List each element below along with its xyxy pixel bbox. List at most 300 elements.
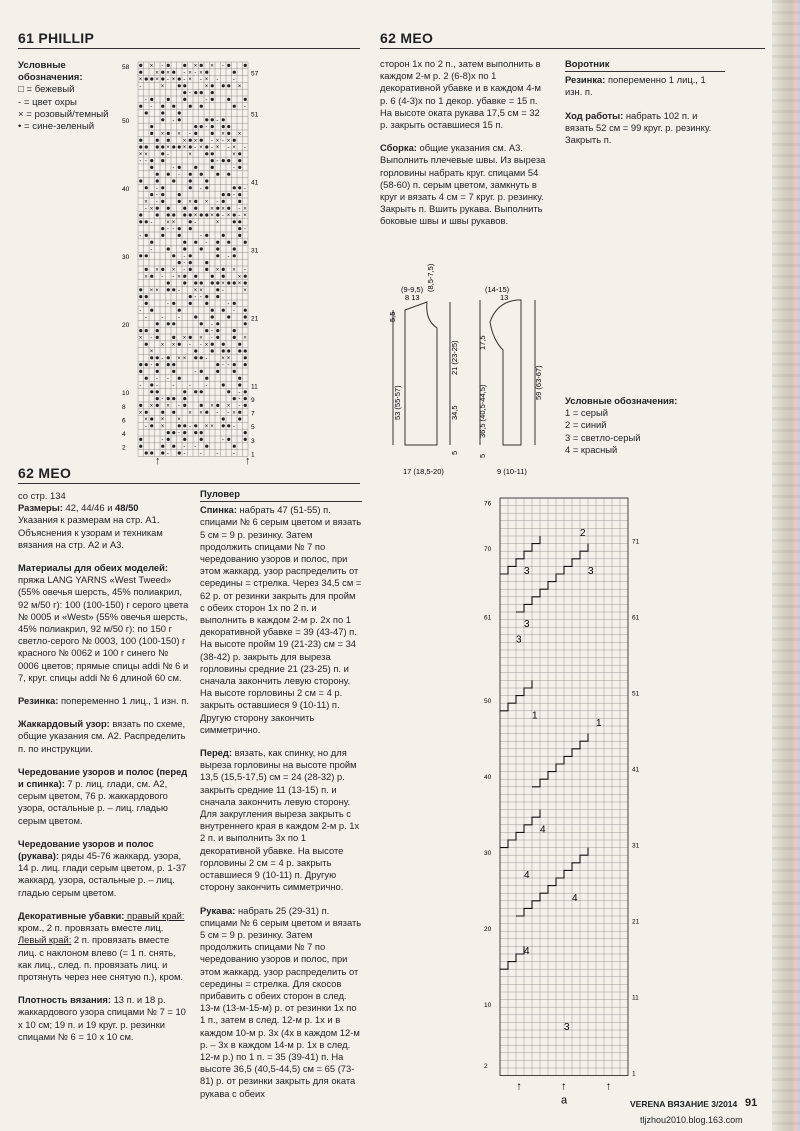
arrow-up-icon: ↑ <box>605 1080 612 1093</box>
svg-text:-: - <box>232 165 235 172</box>
row-label: 31 <box>632 842 640 850</box>
svg-text:×: × <box>144 274 148 281</box>
chart-bottom-label: a <box>561 1094 568 1107</box>
svg-text:×: × <box>199 70 203 77</box>
legend-item: □ = бежевый <box>18 84 75 96</box>
svg-text:-: - <box>150 247 153 253</box>
svg-text:-: - <box>144 423 147 430</box>
top-middle-text <box>380 58 550 239</box>
rezinka-text: попеременно 1 лиц., 1 изн. п. <box>565 74 706 98</box>
legend-item: 1 = серый <box>565 407 608 419</box>
row-label: 71 <box>632 538 640 546</box>
svg-text:×: × <box>232 152 236 158</box>
svg-text:-: - <box>243 145 246 151</box>
dim-label: (8,5-7,5) <box>426 263 435 292</box>
svg-text:-: - <box>166 151 169 158</box>
svg-text:×: × <box>138 410 143 417</box>
svg-text:-: - <box>150 362 153 369</box>
svg-text:×: × <box>177 131 181 138</box>
dec-right: правый край: <box>124 909 185 921</box>
svg-text:-: - <box>155 185 158 192</box>
svg-text:-: - <box>166 77 169 83</box>
svg-text:-: - <box>232 451 235 457</box>
svg-text:-: - <box>205 383 208 389</box>
color-number: 3 <box>588 566 594 577</box>
svg-text:×: × <box>177 274 181 281</box>
svg-text:-: - <box>183 444 186 451</box>
dim-label: 13 <box>500 293 509 302</box>
svg-text:×: × <box>171 342 176 349</box>
dim-label: 5 <box>478 453 487 458</box>
color-number: 4 <box>572 892 578 904</box>
page-edge-scan <box>772 0 800 1131</box>
stripes1-title: Чередование узоров и полос (перед и спинка): <box>18 765 188 790</box>
row-label: 2 <box>122 444 126 452</box>
svg-text:×: × <box>215 138 220 145</box>
svg-text:×: × <box>221 281 225 288</box>
row-label: 8 <box>122 403 126 411</box>
svg-text:×: × <box>226 403 231 410</box>
dim-label: (14-15) <box>485 285 510 294</box>
svg-text:×: × <box>149 63 154 70</box>
svg-text:-: - <box>238 396 241 403</box>
svg-text:-: - <box>139 83 142 90</box>
row-label: 3 <box>251 437 255 445</box>
svg-text:-: - <box>216 158 219 165</box>
svg-text:-: - <box>139 308 142 315</box>
arrow-up-icon: ↑ <box>516 1080 522 1093</box>
materials-title: Материалы для обеих моделей: <box>18 562 169 574</box>
svg-text:-: - <box>155 192 158 199</box>
svg-text:×: × <box>171 77 176 84</box>
color-number: 3 <box>524 566 530 577</box>
svg-text:-: - <box>150 335 153 342</box>
rezinka-title: Резинка: <box>565 74 606 86</box>
svg-text:-: - <box>243 104 246 111</box>
svg-text:-: - <box>210 335 213 342</box>
svg-text:×: × <box>210 63 214 70</box>
svg-text:×: × <box>232 267 236 274</box>
legend-item: 2 = синий <box>565 419 607 431</box>
svg-text:-: - <box>188 342 191 349</box>
svg-text:×: × <box>171 220 176 226</box>
svg-text:×: × <box>193 288 198 294</box>
svg-text:×: × <box>182 138 187 145</box>
svg-text:-: - <box>232 423 235 430</box>
svg-text:-: - <box>144 206 147 213</box>
svg-text:-: - <box>177 287 180 294</box>
color-number: 3 <box>524 619 530 631</box>
arrow-up-icon: ↑ <box>561 1080 567 1093</box>
svg-text:-: - <box>194 70 197 77</box>
svg-text:-: - <box>238 206 241 213</box>
dim-label: (9-9,5) <box>401 285 424 294</box>
svg-text:-: - <box>172 274 175 281</box>
row-label: 9 <box>251 397 255 404</box>
phillip-knitting-chart <box>118 58 268 468</box>
svg-text:-: - <box>227 145 230 151</box>
svg-text:×: × <box>210 424 214 430</box>
dim-label: 17 (18,5-20) <box>403 467 444 476</box>
svg-text:-: - <box>155 199 158 206</box>
jacquard-text: вязать по схеме, общие указания см. А2. Распределить п. по инструкции. <box>18 718 186 754</box>
jacquard-title: Жаккардовый узор: <box>18 718 110 730</box>
svg-text:-: - <box>238 389 241 396</box>
phillip-legend <box>18 60 128 133</box>
arrow-up-icon: ↑ <box>155 455 161 467</box>
svg-text:×: × <box>204 199 209 206</box>
svg-text:×: × <box>177 356 181 362</box>
svg-text:×: × <box>155 70 159 77</box>
svg-text:×: × <box>199 288 203 294</box>
arrow-up-icon: ↑ <box>245 455 251 467</box>
svg-text:-: - <box>161 274 164 281</box>
svg-text:×: × <box>204 84 209 90</box>
svg-text:×: × <box>193 213 198 220</box>
svg-text:-: - <box>221 63 224 70</box>
svg-text:×: × <box>149 206 154 213</box>
svg-text:×: × <box>215 267 220 274</box>
sleeve-text: набрать 25 (29-31) п. спицами № 6 серым цветом и вязать 5 см = 9 р. резинку. Затем продолжить спицами № 7 по чередованию узоров и полос, при этом жаккард. узор распределить от середины = стрелка. Для скосов прибавить с обеих сторон в след. 13-м (13-м-15-м) р. от резинки 1х по 1 п., затем в след. 12-м р. 1х и в каждом 10-м р. 3х (4х в каждом 12-м р. – 3х в каждом 14-м р. 1х в след. 12-м р.) по 1 п. = 35 (39-41) п. На высоте 36,5 (40,5-44,5) см = 65 (73-81) р. от резинки закрыть для оката рукава с обеих <box>200 904 362 1099</box>
svg-text:-: - <box>232 192 235 199</box>
svg-text:×: × <box>215 145 220 152</box>
density-title: Плотность вязания: <box>18 994 111 1006</box>
row-label: 21 <box>251 315 259 323</box>
front-text: вязать, как спинку, но для выреза горловины на высоте пройм 13,5 (15,5-17,5) см = 24 (28-32) р. закрыть средние 11 (13-15) п. и сначала закончить левую сторону. Для закругления выреза закрыть с внутреннего края в каждом 2-м р. 1х 2 п. и выполнить 3х по 1 декоративной убавке. На высоте горловины 2 см = 4 р. закрыть оставшиеся 9 (10-11) п. Другую сторону закончить симметрично. <box>200 747 360 893</box>
svg-text:-: - <box>172 226 175 233</box>
row-label: 57 <box>251 70 259 78</box>
svg-text:-: - <box>177 172 180 179</box>
dim-label: 34,5 <box>450 405 459 420</box>
svg-text:×: × <box>237 84 242 90</box>
svg-text:×: × <box>144 152 148 158</box>
svg-text:×: × <box>210 403 214 410</box>
section-62-top-title: 62 MEO <box>380 30 434 46</box>
dim-label: 5 <box>450 450 459 455</box>
row-label: 76 <box>484 500 492 508</box>
front-title: Перед: <box>200 747 232 759</box>
svg-text:×: × <box>243 206 247 213</box>
svg-text:×: × <box>204 77 209 84</box>
svg-text:×: × <box>160 131 165 138</box>
svg-text:×: × <box>243 213 247 220</box>
dec-text1: кром., 2 п. провязать вместе лиц. <box>18 922 164 934</box>
svg-text:-: - <box>199 294 202 301</box>
svg-text:×: × <box>199 410 203 417</box>
svg-text:-: - <box>183 77 186 83</box>
svg-text:×: × <box>149 349 154 356</box>
svg-text:×: × <box>182 356 187 362</box>
back-text: набрать 47 (51-55) п. спицами № 6 серым цветом и вязать 5 см = 9 р. резинку. Затем продолжить спицами № 7 по чередованию узоров и полос, при этом жаккард. узор распределить от середины = стрелка. Через 34,5 см = 62 р. от резинки закрыть для пройм с обеих сторон 1х по 2 п. и выполнить в каждом 2-м р. 2х по 1 декоративной убавке = 39 (43-47) п. На высоте пройм 19 (21-23) см = 34 (38-42) р. закрыть для выреза горловины средние 21 (23-25) п. и сначала закончить левую сторону. На высоте горловины 2 см = 4 р. закрыть оставшиеся 9 (10-11) п. Другую сторону закончить симметрично. <box>200 504 362 735</box>
divider <box>18 483 360 484</box>
row-label: 50 <box>484 698 492 706</box>
row-label: 10 <box>122 390 130 398</box>
svg-text:×: × <box>221 356 225 362</box>
sizes-bold: 48/50 <box>115 502 139 514</box>
svg-text:-: - <box>205 97 208 104</box>
row-label: 30 <box>484 850 492 858</box>
meo-column-1 <box>18 490 190 1054</box>
svg-text:×: × <box>155 77 159 84</box>
svg-text:-: - <box>227 253 230 260</box>
row-label: 11 <box>251 383 258 391</box>
row-label: 2 <box>484 1063 488 1070</box>
svg-text:-: - <box>216 77 219 83</box>
dim-label: 9 (10-11) <box>497 467 527 476</box>
svg-text:-: - <box>139 158 142 165</box>
svg-text:-: - <box>150 219 153 226</box>
svg-text:-: - <box>205 240 208 247</box>
svg-text:-: - <box>205 124 208 131</box>
svg-text:-: - <box>161 396 164 403</box>
svg-text:-: - <box>161 63 164 70</box>
materials-text: пряжа LANG YARNS «West Tweed» (55% овечья шерсть, 45% полиакрил, 92 м/50 г): 100 (100-150) г серого цвета № 0005 и «West» (55% овечья шерсть, 45% полиакрил, 92 м/50 г): по 150 г светло-серого № 0003, 100 (100-150) г красного № 0062 и 100 г синего № 0006 цветов; прямые спицы addi № 6 и 7, круг. спицы addi № 6 длиной 60 см. <box>18 574 189 683</box>
pulover-title: Пуловер <box>200 488 240 499</box>
sizes-label: Размеры: <box>18 502 63 514</box>
svg-text:-: - <box>177 403 180 410</box>
svg-text:-: - <box>172 165 175 172</box>
svg-text:-: - <box>238 403 241 410</box>
svg-text:×: × <box>221 131 225 138</box>
svg-text:-: - <box>144 97 147 104</box>
color-number: 2 <box>580 528 586 539</box>
svg-text:×: × <box>243 288 247 294</box>
row-label: 1 <box>251 451 255 459</box>
svg-text:×: × <box>160 424 165 430</box>
dim-label: 21 (23-25) <box>450 340 459 375</box>
svg-text:-: - <box>166 451 169 457</box>
row-label: 50 <box>122 118 130 126</box>
svg-text:-: - <box>221 437 224 444</box>
back-title: Спинка: <box>200 504 237 516</box>
svg-text:-: - <box>210 138 213 145</box>
dim-label: 53 (55-57) <box>393 385 402 420</box>
legend-item: × = розовый/темный <box>18 108 109 120</box>
row-label: 30 <box>122 254 130 262</box>
svg-text:-: - <box>199 451 202 457</box>
row-label: 41 <box>251 179 259 187</box>
dec-text2: 2 п. провязать вместе лиц. с наклоном влево (= 1 п. снять, как лиц., след. п. провязать лиц. и протянуть через нее снятую п.), кром. <box>18 934 184 982</box>
sborka-text: общие указания см. А3. Выполнить плечевые швы. Из выреза горловины набрать круг. спицами 54 (58-60) п. серым цветом, замкнуть в круг и вязать 4 см = 7 круг. р. резинку. Закрыть п. Вшить рукава. Выполнить боковые швы и швы рукавов. <box>380 142 546 227</box>
color-number: 1 <box>596 718 602 729</box>
row-label: 41 <box>632 766 640 774</box>
svg-text:×: × <box>204 424 209 430</box>
svg-text:-: - <box>150 104 153 111</box>
svg-text:-: - <box>161 437 164 444</box>
svg-text:×: × <box>226 213 231 220</box>
svg-text:×: × <box>193 138 198 145</box>
svg-text:×: × <box>182 145 187 152</box>
color-number: 4 <box>524 870 530 881</box>
svg-text:×: × <box>188 410 192 417</box>
svg-text:×: × <box>199 145 203 152</box>
svg-text:-: - <box>194 219 197 226</box>
row-label: 51 <box>632 690 640 698</box>
svg-text:-: - <box>210 328 213 335</box>
svg-text:×: × <box>199 335 203 342</box>
svg-text:-: - <box>221 362 224 369</box>
row-label: 20 <box>122 322 130 330</box>
svg-text:-: - <box>183 70 186 77</box>
svg-text:-: - <box>227 410 230 417</box>
rezinka-text: попеременно 1 лиц., 1 изн. п. <box>58 695 189 707</box>
row-label: 58 <box>122 63 130 71</box>
row-label: 40 <box>122 186 130 194</box>
from-page: со стр. 134 <box>18 490 66 501</box>
dec-title: Декоративные убавки: <box>18 909 125 921</box>
svg-text:×: × <box>166 145 170 152</box>
svg-text:-: - <box>232 77 235 83</box>
svg-text:×: × <box>232 410 236 417</box>
density-text: 13 п. и 18 р. жаккардового узора спицами № 7 = 10 x 10 см; 19 п. и 19 круг. р. резинки спицами № 6 = 10 x 10 см. <box>18 994 186 1042</box>
svg-text:×: × <box>160 342 165 349</box>
svg-text:×: × <box>144 417 148 424</box>
collar-text <box>565 58 725 157</box>
svg-text:-: - <box>221 138 224 145</box>
row-label: 20 <box>484 926 492 934</box>
svg-text:-: - <box>188 383 191 389</box>
svg-text:-: - <box>210 321 213 328</box>
row-label: 6 <box>122 417 126 425</box>
svg-text:-: - <box>139 233 142 240</box>
svg-text:-: - <box>216 451 219 457</box>
svg-text:×: × <box>138 335 143 342</box>
svg-text:×: × <box>166 70 170 77</box>
svg-text:×: × <box>160 417 165 424</box>
section-61-title: 61 PHILLIP <box>18 30 95 46</box>
svg-text:-: - <box>144 158 147 165</box>
sizes: 42, 44/46 и <box>62 502 116 514</box>
svg-text:-: - <box>183 253 186 260</box>
svg-text:-: - <box>221 287 224 294</box>
color-number: 3 <box>564 1022 570 1033</box>
svg-text:-: - <box>205 355 208 362</box>
svg-text:-: - <box>227 301 230 308</box>
svg-text:×: × <box>215 220 220 226</box>
svg-text:×: × <box>188 152 192 158</box>
svg-text:×: × <box>149 288 154 294</box>
svg-text:×: × <box>166 220 170 226</box>
svg-text:-: - <box>216 117 219 124</box>
svg-text:×: × <box>138 77 143 84</box>
svg-text:-: - <box>199 342 202 349</box>
color-number: 3 <box>516 634 522 646</box>
row-label: 31 <box>251 247 259 255</box>
garment-schematic <box>385 263 565 480</box>
svg-text:×: × <box>182 335 187 342</box>
meo-column-2 <box>200 488 362 1111</box>
svg-text:×: × <box>171 267 176 274</box>
svg-text:-: - <box>183 451 186 457</box>
svg-text:-: - <box>194 444 197 451</box>
dim-label: 5,5 <box>388 311 397 322</box>
row-label: 7 <box>251 410 255 418</box>
svg-text:-: - <box>172 117 175 124</box>
divider <box>380 48 765 49</box>
row-label: 4 <box>122 431 126 438</box>
svg-text:-: - <box>238 213 241 219</box>
legend-item: • = сине-зеленый <box>18 121 95 133</box>
svg-text:-: - <box>161 315 164 321</box>
svg-text:-: - <box>188 90 191 97</box>
svg-text:-: - <box>172 383 175 389</box>
dec-left: Левый край: <box>18 934 72 946</box>
svg-text:-: - <box>144 315 147 321</box>
svg-text:-: - <box>188 131 191 138</box>
stripes2-text: ряды 45-76 жаккард. узора, 14 р. лиц. глади серым цветом, р. 1-37 жаккард. узора, остальные р. – лиц. гладью серым цветом. <box>18 850 187 898</box>
svg-text:×: × <box>237 131 242 138</box>
magazine-name: VERENA ВЯЗАНИЕ 3/2014 <box>630 1099 738 1109</box>
svg-text:-: - <box>216 410 219 417</box>
dim-label: 8 13 <box>405 293 420 302</box>
svg-text:×: × <box>210 206 214 213</box>
color-number: 4 <box>540 824 546 836</box>
stripes1-text: 7 р. лиц. глади, см. А2, серым цветом, 76 р. жаккардового узора, остальные р. – лиц. гладью серым цветом. <box>18 778 168 826</box>
svg-text:×: × <box>193 63 198 70</box>
row-label: 40 <box>484 774 492 782</box>
sleeve-continuation: сторон 1х по 2 п., затем выполнить в каждом 2-м р. 2 (6-8)х по 1 декоративной убавке и в каждом 4-м р. 6 (4-3)х по 1 декор. убавке = 15 п. На высоте оката рукава 17,5 см = 32 р. закрыть оставшиеся 15 п. <box>380 58 541 131</box>
collar-title: Воротник <box>565 58 610 69</box>
meo-knitting-chart <box>480 490 645 1107</box>
intro-text: Указания к размерам на стр. А1. Объяснения к узорам и техникам вязания на стр. А2 и А3. <box>18 514 163 550</box>
row-label: 61 <box>632 614 640 622</box>
stripes2-title: Чередование узоров и полос (рукава): <box>18 837 154 862</box>
meo-legend <box>565 395 695 456</box>
legend-item: - = цвет охры <box>18 96 77 108</box>
legend-heading: Условные обозначения: <box>565 395 678 406</box>
svg-text:×: × <box>144 199 148 206</box>
svg-text:×: × <box>188 77 192 84</box>
svg-text:×: × <box>177 417 181 424</box>
svg-text:×: × <box>160 84 165 90</box>
row-label: 1 <box>632 1070 636 1078</box>
svg-text:-: - <box>199 233 202 240</box>
svg-text:-: - <box>232 308 235 315</box>
svg-text:×: × <box>226 356 231 362</box>
svg-text:-: - <box>183 260 186 267</box>
svg-text:×: × <box>237 281 242 288</box>
svg-text:×: × <box>155 267 159 274</box>
dim-label: 17,5 <box>478 335 487 350</box>
row-label: 70 <box>484 546 492 554</box>
svg-text:-: - <box>199 185 202 192</box>
svg-text:-: - <box>188 423 191 430</box>
svg-text:×: × <box>210 213 214 220</box>
legend-item: 4 = красный <box>565 443 618 455</box>
svg-text:×: × <box>221 206 225 213</box>
svg-text:×: × <box>204 342 209 349</box>
svg-text:-: - <box>166 226 169 233</box>
rezinka-title: Резинка: <box>18 695 59 707</box>
row-label: 11 <box>632 994 639 1002</box>
hod-title: Ход работы: <box>565 109 624 121</box>
svg-text:-: - <box>161 355 164 362</box>
sleeve-title: Рукава: <box>200 904 236 916</box>
svg-text:-: - <box>194 145 197 151</box>
svg-text:-: - <box>210 145 213 151</box>
row-label: 21 <box>632 918 640 926</box>
svg-text:-: - <box>194 369 197 376</box>
row-label: 5 <box>251 424 255 432</box>
svg-text:-: - <box>243 226 246 233</box>
svg-text:-: - <box>166 301 169 308</box>
svg-text:-: - <box>243 267 246 274</box>
svg-text:-: - <box>227 362 230 369</box>
svg-text:×: × <box>155 288 159 294</box>
row-label: 61 <box>484 614 492 622</box>
svg-text:-: - <box>155 376 158 383</box>
svg-text:×: × <box>226 138 231 145</box>
